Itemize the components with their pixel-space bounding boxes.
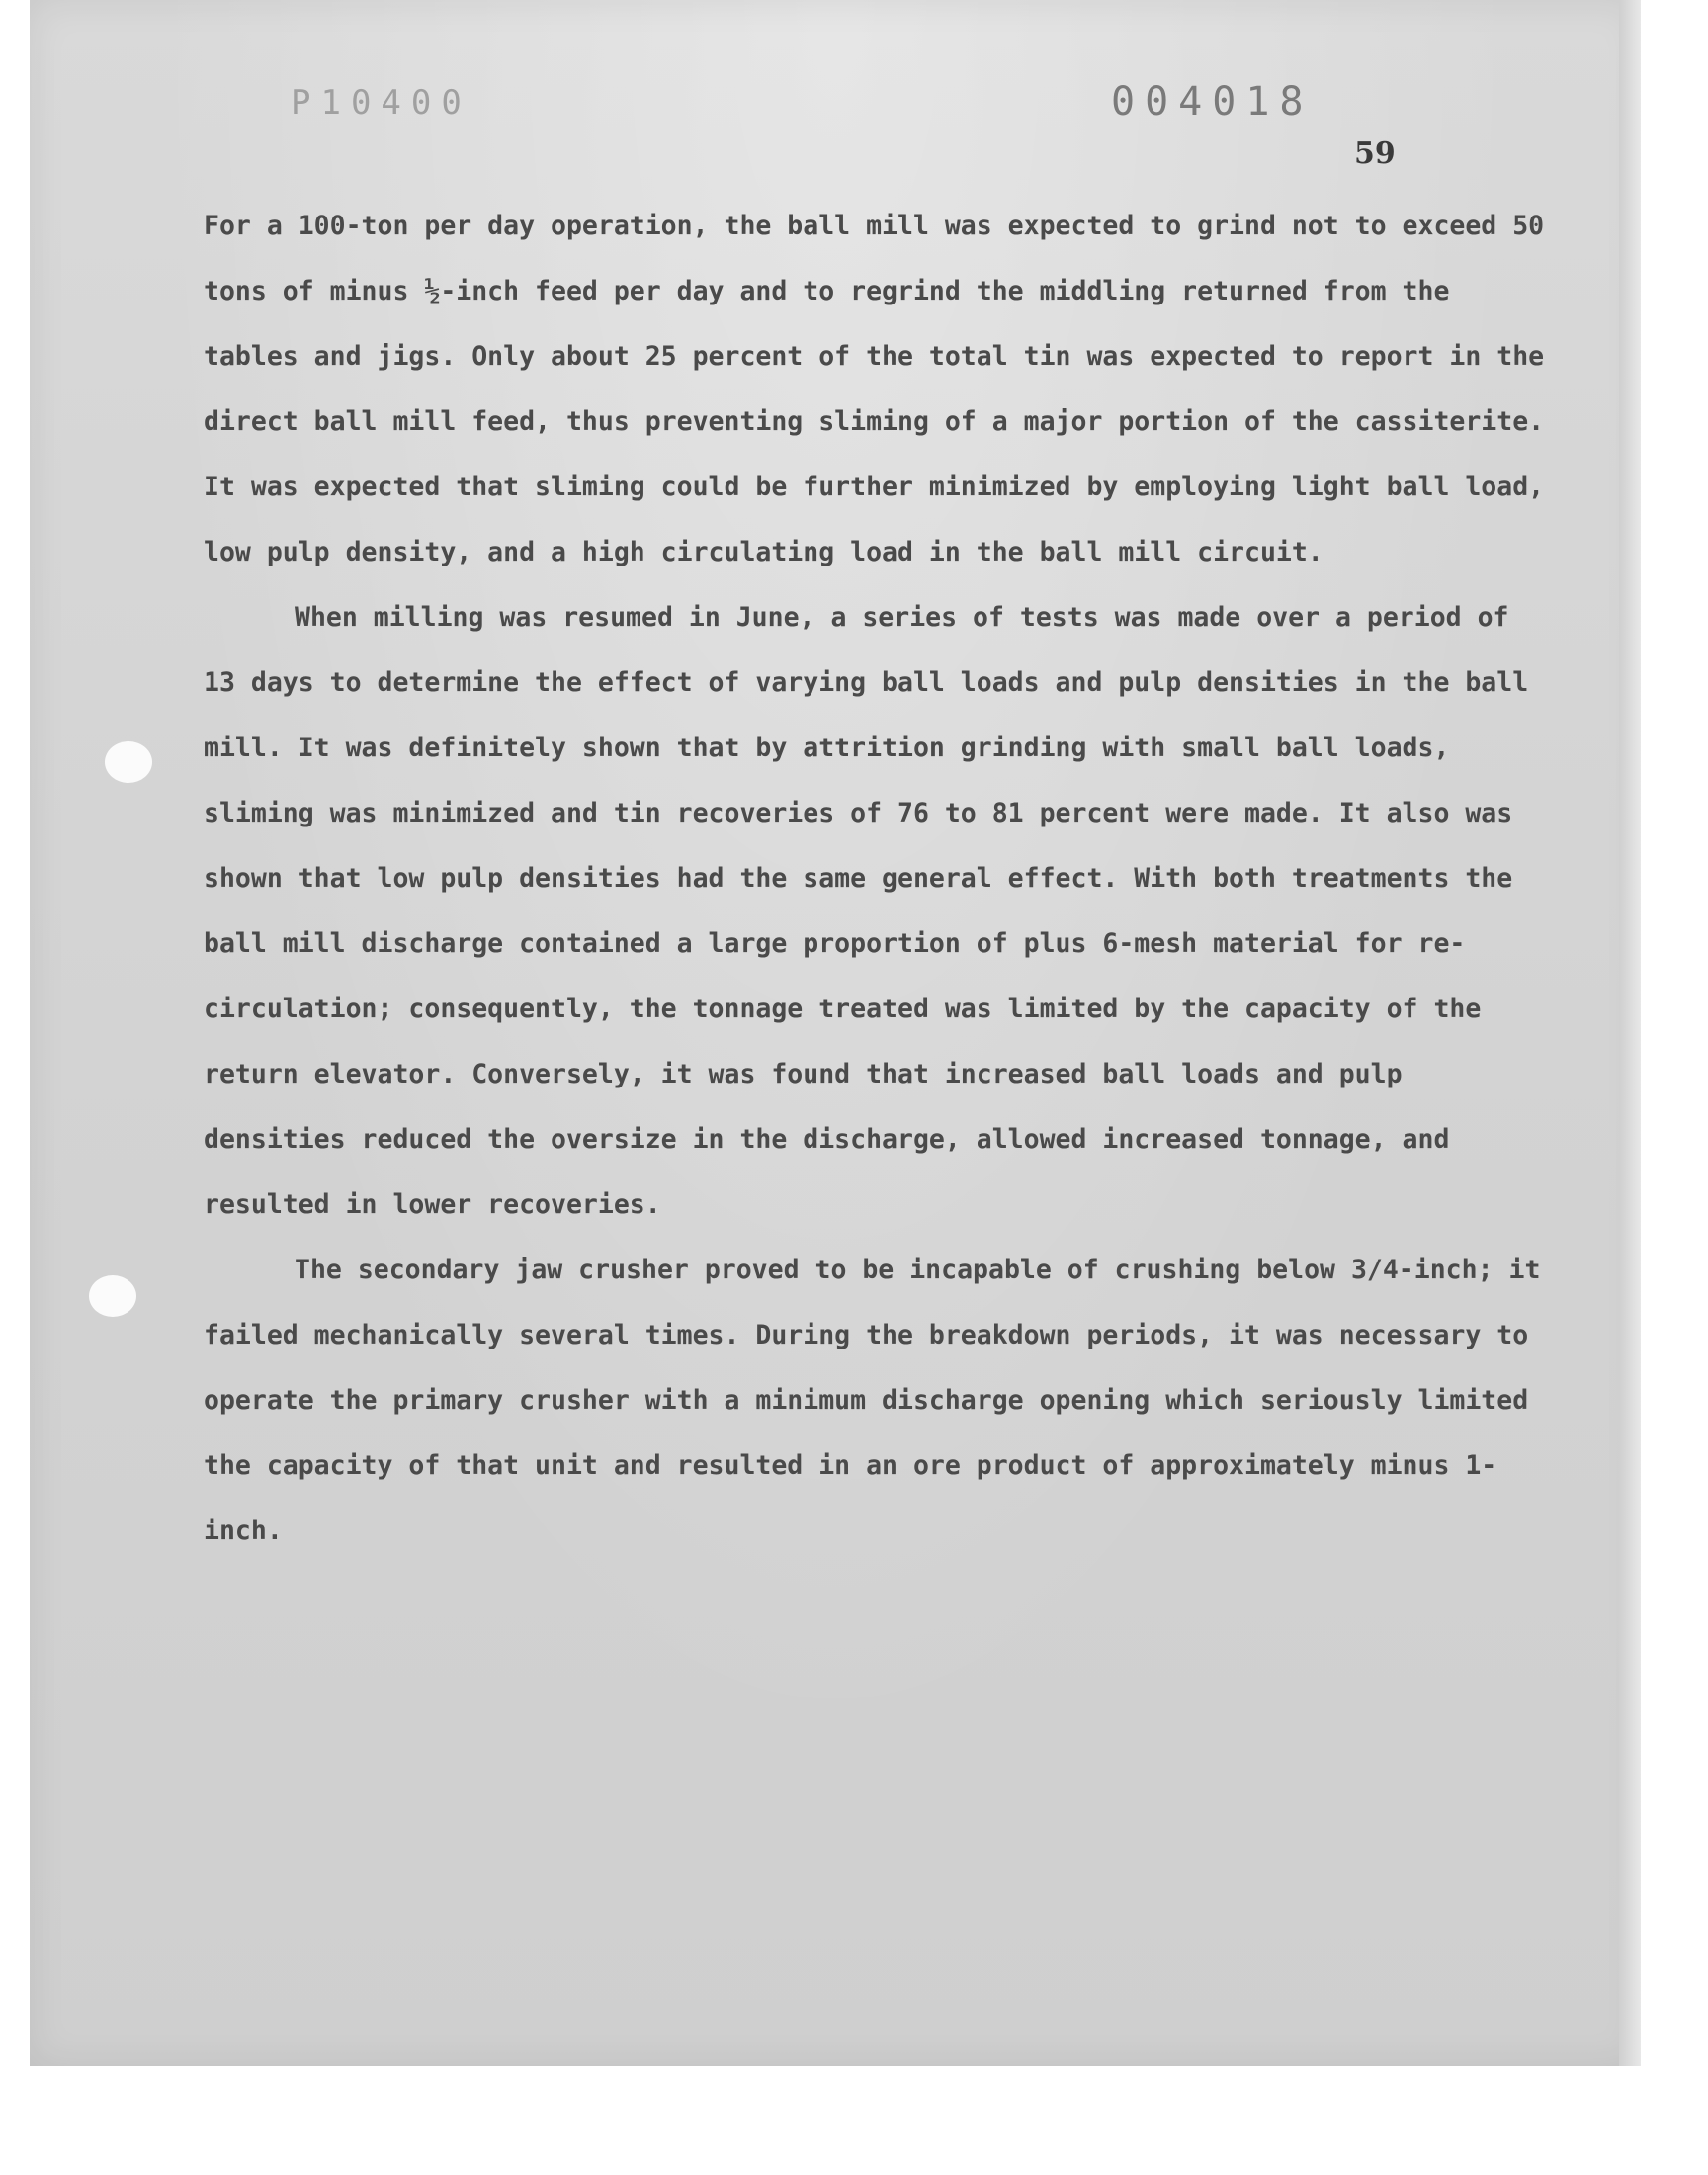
sheet-edge [1619, 0, 1641, 2066]
stamp-left: P10400 [291, 83, 471, 123]
punch-hole-bottom [89, 1275, 136, 1317]
paragraph-3-text: The secondary jaw crusher proved to be incapable of crushing below 3/4-inch; it failed mechanically several times. During the breakdown periods, it was necessary to operate the primary crusher with a minimum discharge opening which seriously limited the capacity of that unit and resulted in an ore product of approximately minus 1-inch. [204, 1255, 1541, 1546]
paragraph-3 [204, 1238, 1548, 1564]
stamp-right: 004018 [1111, 79, 1314, 125]
page-number: 59 [1354, 136, 1396, 171]
punch-hole-top [105, 741, 152, 783]
body-text [204, 194, 1548, 1564]
paragraph-1-text: For a 100-ton per day operation, the ball mill was expected to grind not to exceed 50 tons of minus ½-inch feed per day and to regrind the middling returned from the tables and jigs. Only about 25 percent of the total tin was expected to report in the direct ball mill feed, thus preventing sliming of a major portion of the cassiterite. It was expected that sliming could be further minimized by employing light ball load, low pulp density, and a high circulating load in the ball mill circuit. [204, 211, 1545, 567]
paragraph-2-text: When milling was resumed in June, a series of tests was made over a period of 13 days to determine the effect of varying ball loads and pulp densities in the ball mill. It was definitely shown that by attrition grinding with small ball loads, sliming was minimized and tin recoveries of 76 to 81 percent were made. It also was shown that low pulp densities had the same general effect. With both treatments the ball mill discharge contained a large proportion of plus 6-mesh material for re-circulation; consequently, the tonnage treated was limited by the capacity of the return elevator. Conversely, it was found that increased ball loads and pulp densities reduced the oversize in the discharge, allowed increased tonnage, and resulted in lower recoveries. [204, 602, 1529, 1220]
paragraph-1 [204, 194, 1548, 585]
paragraph-2 [204, 585, 1548, 1238]
